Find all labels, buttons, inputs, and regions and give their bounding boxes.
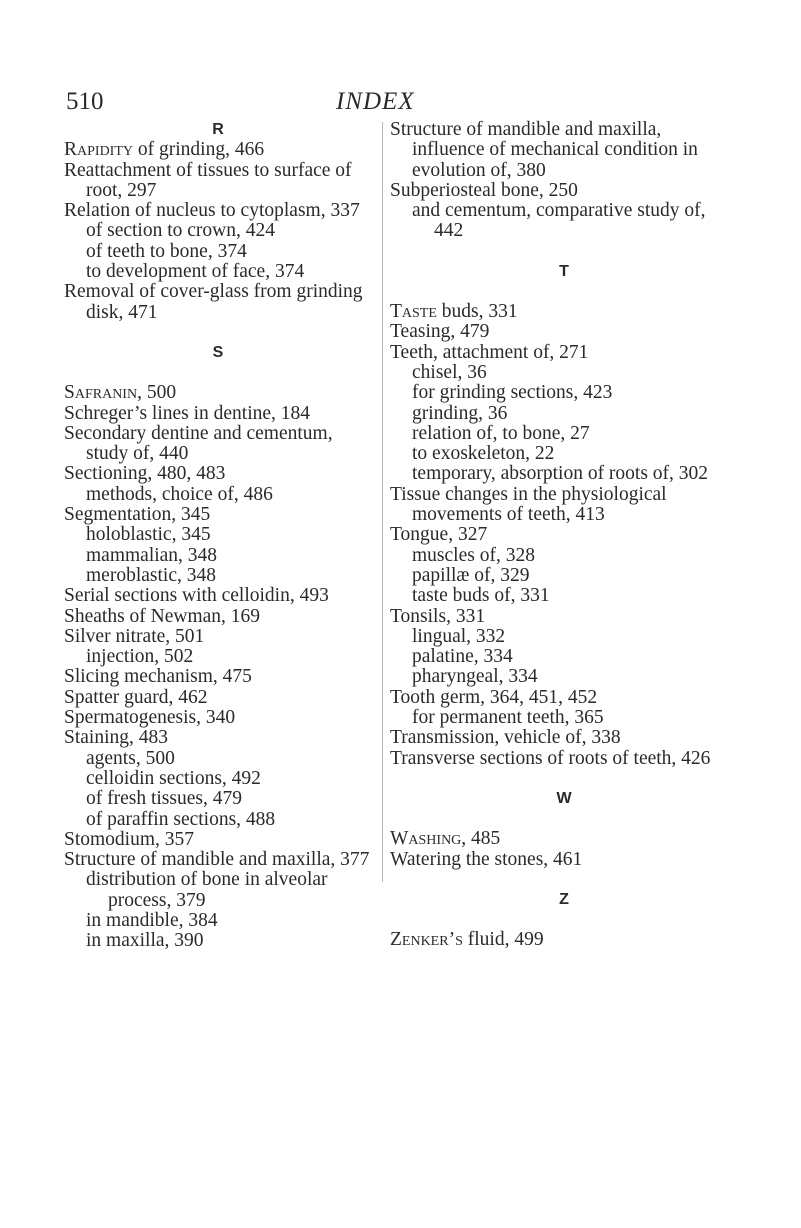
index-entry (64, 667, 372, 687)
index-entry (390, 181, 738, 201)
index-entry (390, 850, 738, 870)
index-subentry (390, 586, 738, 606)
index-subentry (390, 627, 738, 647)
index-entry (64, 850, 372, 870)
index-subentry (64, 911, 372, 931)
entry-text: for permanent teeth, 365 (412, 707, 604, 729)
entry-text: in maxilla, 390 (86, 930, 204, 952)
entry-text: of grinding, 466 (133, 139, 265, 161)
entry-text: lingual, 332 (412, 625, 506, 647)
index-subentry (64, 221, 372, 241)
entry-text: Reattachment of tissues to surface of root, 297 (64, 159, 352, 201)
index-entry (64, 728, 372, 748)
index-subentry (64, 546, 372, 566)
entry-text: Secondary dentine and cementum, study of, 440 (64, 422, 333, 465)
entry-text: Staining, 483 (64, 727, 169, 749)
index-subentry (64, 485, 372, 505)
entry-text: fluid, 499 (462, 929, 544, 951)
index-entry (390, 302, 738, 322)
index-entry (64, 464, 372, 484)
entry-text: to development of face, 374 (86, 261, 305, 283)
entry-text: holoblastic, 345 (86, 524, 211, 546)
index-entry (64, 404, 372, 424)
entry-text: meroblastic, 348 (86, 564, 216, 586)
index-entry (64, 586, 372, 606)
column-divider (382, 122, 383, 882)
entry-text: Relation of nucleus to cytoplasm, 337 (64, 200, 360, 222)
section-letter: W (556, 789, 572, 807)
entry-text: Tooth germ, 364, 451, 452 (390, 686, 598, 708)
index-entry (64, 424, 372, 465)
section-spacer (390, 769, 738, 789)
entry-text: Transverse sections of roots of teeth, 426 (390, 747, 711, 769)
entry-text: celloidin sections, 492 (86, 767, 261, 789)
index-entry (390, 525, 738, 545)
entry-text: Tonsils, 331 (390, 605, 486, 627)
index-entry (64, 627, 372, 647)
section-spacer (390, 242, 738, 262)
entry-text: of teeth to bone, 374 (86, 240, 247, 262)
index-entry (390, 120, 738, 181)
index-entry (64, 505, 372, 525)
entry-lead-word: Rapidity (64, 139, 133, 161)
running-title: INDEX (336, 88, 415, 115)
entry-text: , 500 (137, 382, 177, 404)
entry-text: Structure of mandible and maxilla, 377 (64, 849, 370, 871)
section-letter: S (212, 343, 224, 361)
entry-lead-word: Zenker’s (390, 929, 463, 951)
entry-text: and cementum, comparative study of, 442 (412, 200, 706, 242)
entry-text: Spatter guard, 462 (64, 686, 208, 708)
entry-text: Stomodium, 357 (64, 828, 195, 850)
entry-text: Tongue, 327 (390, 524, 488, 546)
section-letter: R (212, 121, 224, 138)
entry-text: Segmentation, 345 (64, 504, 211, 526)
index-entry (64, 607, 372, 627)
entry-text: in mandible, 384 (86, 909, 218, 931)
index-subentry (390, 424, 738, 444)
index-subentry (390, 444, 738, 464)
index-entry (390, 829, 738, 849)
index-subentry (64, 931, 372, 951)
entry-text: taste buds of, 331 (412, 585, 550, 607)
entry-text: Watering the stones, 461 (390, 848, 583, 870)
index-entry (390, 607, 738, 627)
index-subentry (64, 769, 372, 789)
index-subentry (64, 870, 372, 911)
entry-text: mammalian, 348 (86, 544, 218, 566)
index-entry (64, 140, 372, 160)
entry-lead-word: Safranin (64, 382, 138, 404)
entry-text: Silver nitrate, 501 (64, 625, 205, 647)
index-entry (390, 728, 738, 748)
index-subentry (64, 789, 372, 809)
section-spacer (390, 809, 738, 829)
entry-text: Structure of mandible and maxilla, influence of mechanical condition in evolution of, 380 (390, 119, 698, 181)
index-entry (64, 282, 372, 323)
index-subentry (390, 667, 738, 687)
index-entry (390, 749, 738, 769)
section-spacer (390, 910, 738, 930)
index-entry (390, 343, 738, 363)
entry-text: Subperiosteal bone, 250 (390, 179, 578, 201)
entry-text: methods, choice of, 486 (86, 483, 273, 505)
section-letter: T (559, 262, 569, 280)
section-spacer (64, 323, 372, 343)
entry-text: Transmission, vehicle of, 338 (390, 727, 621, 749)
entry-text: palatine, 334 (412, 646, 513, 668)
section-letter: Z (559, 890, 569, 908)
index-subentry (390, 566, 738, 586)
index-entry (64, 830, 372, 850)
index-entry (64, 161, 372, 202)
index-subentry (390, 464, 738, 484)
entry-text: agents, 500 (86, 747, 175, 769)
index-entry (390, 322, 738, 342)
index-entry (64, 688, 372, 708)
index-subentry (64, 242, 372, 262)
entry-text: for grinding sections, 423 (412, 382, 613, 404)
entry-text: chisel, 36 (412, 361, 487, 383)
index-entry (64, 383, 372, 403)
index-subentry (390, 546, 738, 566)
entry-text: temporary, absorption of roots of, 302 (412, 463, 709, 485)
index-subentry (390, 647, 738, 667)
index-subentry (390, 708, 738, 728)
index-entry (390, 485, 738, 526)
entry-text: muscles of, 328 (412, 544, 535, 566)
section-spacer (64, 363, 372, 383)
index-entry (64, 708, 372, 728)
entry-text: Schreger’s lines in dentine, 184 (64, 402, 311, 424)
entry-text: injection, 502 (86, 646, 194, 668)
index-subentry (390, 363, 738, 383)
section-spacer (390, 870, 738, 890)
entry-text: to exoskeleton, 22 (412, 443, 555, 465)
entry-text: pharyngeal, 334 (412, 666, 538, 688)
section-spacer (390, 282, 738, 302)
entry-text: distribution of bone in alveolar process, 379 (86, 869, 328, 911)
index-column-left (64, 120, 372, 952)
page-header (0, 88, 801, 118)
index-subentry (64, 525, 372, 545)
entry-text: Sectioning, 480, 483 (64, 463, 226, 485)
entry-text: buds, 331 (436, 301, 518, 323)
index-subentry (390, 201, 738, 242)
entry-text: grinding, 36 (412, 402, 508, 424)
index-subentry (64, 749, 372, 769)
index-entry (390, 688, 738, 708)
index-subentry (64, 810, 372, 830)
entry-text: Spermatogenesis, 340 (64, 707, 236, 729)
entry-text: , 485 (461, 828, 501, 850)
entry-text: of fresh tissues, 479 (86, 788, 242, 810)
entry-text: Teeth, attachment of, 271 (390, 341, 589, 363)
index-subentry (390, 383, 738, 403)
entry-text: Slicing mechanism, 475 (64, 666, 252, 688)
entry-text: Serial sections with celloidin, 493 (64, 585, 329, 607)
index-subentry (390, 404, 738, 424)
index-subentry (64, 262, 372, 282)
entry-text: relation of, to bone, 27 (412, 422, 590, 444)
index-subentry (64, 566, 372, 586)
entry-text: Teasing, 479 (390, 321, 490, 343)
entry-text: papillæ of, 329 (412, 564, 530, 586)
index-entry (390, 930, 738, 950)
entry-text: of paraffin sections, 488 (86, 808, 276, 830)
index-column-right (390, 120, 738, 950)
entry-text: Removal of cover-glass from grinding disk, 471 (64, 281, 363, 323)
entry-text: Sheaths of Newman, 169 (64, 605, 261, 627)
index-entry (64, 201, 372, 221)
index-subentry (64, 647, 372, 667)
entry-text: of section to crown, 424 (86, 220, 276, 242)
entry-lead-word: Washing (390, 828, 462, 850)
entry-text: Tissue changes in the physiological movements of teeth, 413 (390, 483, 667, 526)
entry-lead-word: Taste (390, 301, 437, 323)
page-number: 510 (66, 88, 104, 115)
